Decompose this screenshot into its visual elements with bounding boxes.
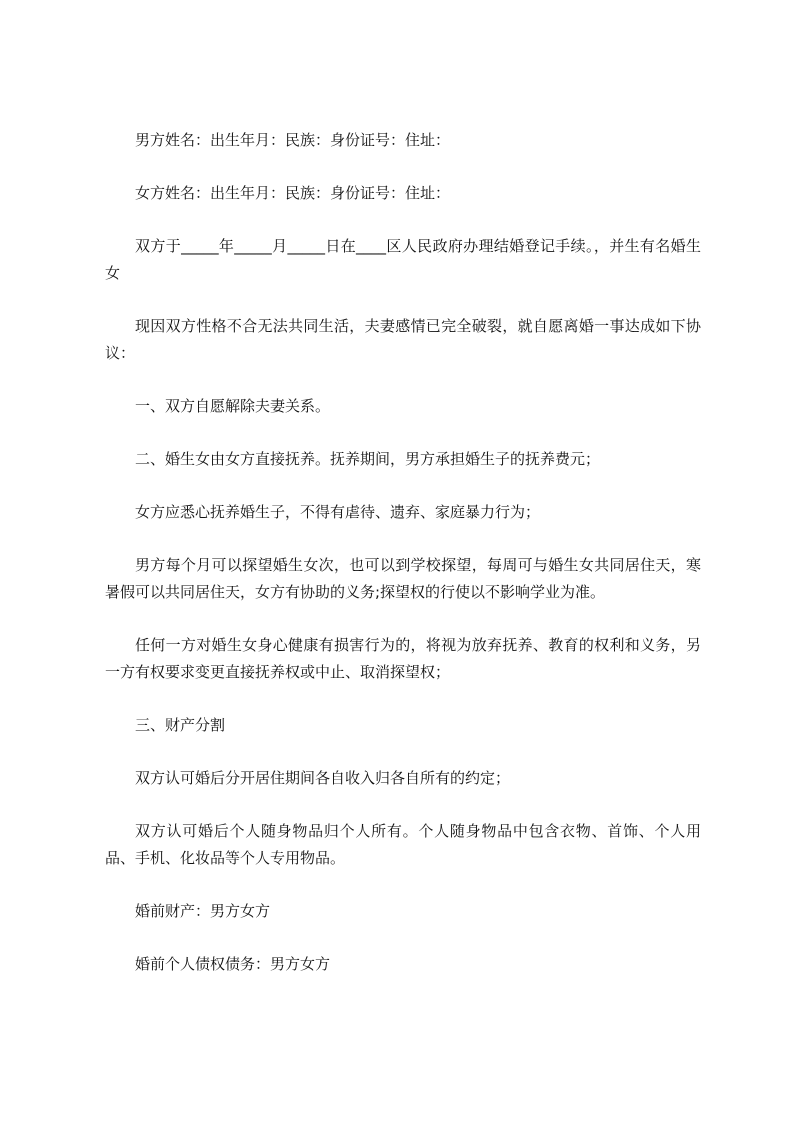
visitation-rights-text: 男方每个月可以探望婚生女次，也可以到学校探望，每周可与婚生女共同居住天，寒暑假可以共同居住天，女方有协助的义务;探望权的行使以不影响学业为准。	[105, 556, 701, 601]
clause-three-property: 三、财产分割	[135, 716, 226, 734]
custody-duty-text: 女方应悉心抚养婚生子，不得有虐待、遗弃、家庭暴力行为；	[135, 503, 541, 521]
custody-change-text: 任何一方对婚生女身心健康有损害行为的，将视为放弃抚养、教育的权利和义务，另一方有权要求变更直接抚养权或中止、取消探望权；	[105, 636, 701, 681]
female-party-info: 女方姓名：出生年月：民族：身份证号：住址：	[135, 184, 451, 202]
clause-one-dissolution: 一、双方自愿解除夫妻关系。	[135, 397, 331, 415]
separate-income-text: 双方认可婚后分开居住期间各自收入归各自所有的约定；	[135, 769, 511, 787]
premarital-property-text: 婚前财产：男方女方	[135, 902, 271, 920]
personal-items-text: 双方认可婚后个人随身物品归个人所有。个人随身物品中包含衣物、首饰、个人用品、手机、化妆品等个人专用物品。	[105, 822, 701, 867]
premarital-debt-text: 婚前个人债权债务：男方女方	[135, 955, 331, 973]
marriage-registration-text: 双方于_____年_____月_____日在____区人民政府办理结婚登记手续。，并生有名婚生女	[105, 237, 701, 282]
agreement-preamble: 现因双方性格不合无法共同生活，夫妻感情已完全破裂，就自愿离婚一事达成如下协议：	[105, 317, 701, 362]
clause-two-custody: 二、婚生女由女方直接抚养。抚养期间，男方承担婚生子的抚养费元；	[135, 450, 601, 468]
male-party-info: 男方姓名：出生年月：民族：身份证号：住址：	[135, 131, 451, 149]
